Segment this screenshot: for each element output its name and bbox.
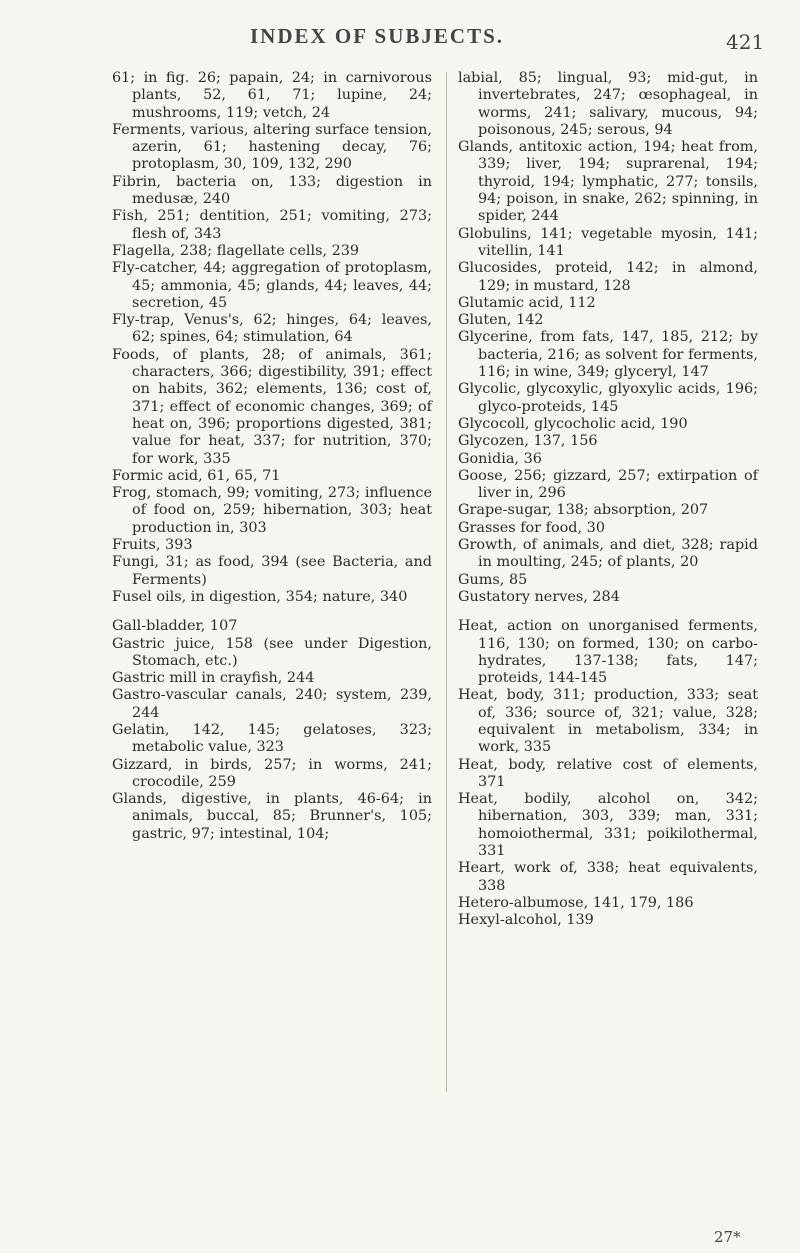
index-entry: Ferments, various, altering surface tension, azerin, 61; hastening decay, 76; protoplasm, 30, 109, 132, 290 xyxy=(112,121,432,173)
index-column-left xyxy=(112,70,432,843)
index-entry: labial, 85; lingual, 93; mid-gut, in invertebrates, 247; œsophageal, in worms, 241; salivary, mucous, 94; poisonous, 245; serous, 94 xyxy=(458,70,758,138)
index-entry: Heat, body, 311; production, 333; seat of, 336; source of, 321; value, 328; equivalent in metabolism, 334; in work, 335 xyxy=(458,687,758,756)
index-entry: Hexyl-alcohol, 139 xyxy=(458,912,594,929)
index-entry: Fruits, 393 xyxy=(112,537,193,554)
index-entry: Fungi, 31; as food, 394 (see Bacteria, and Ferments) xyxy=(112,554,432,588)
index-entry: Fibrin, bacteria on, 133; digestion in medusæ, 240 xyxy=(112,173,432,208)
index-entry: Gizzard, in birds, 257; in worms, 241; crocodile, 259 xyxy=(112,756,432,790)
index-entry: Grasses for food, 30 xyxy=(458,519,605,536)
index-entry: Heat, bodily, alcohol on, 342; hibernation, 303, 339; man, 331; homoiothermal, 331; poikilothermal, 331 xyxy=(458,791,758,860)
index-entry: Gastro-vascular canals, 240; system, 239, 244 xyxy=(112,687,432,721)
index-entry: Frog, stomach, 99; vomiting, 273; influence of food on, 259; hibernation, 303; heat production in, 303 xyxy=(112,485,432,536)
index-entry: Gustatory nerves, 284 xyxy=(458,588,620,605)
index-entry: Fly-trap, Venus's, 62; hinges, 64; leaves, 62; spines, 64; stimulation, 64 xyxy=(112,312,432,346)
index-entry: Grape-sugar, 138; absorption, 207 xyxy=(458,502,709,519)
index-entry: Glutamic acid, 112 xyxy=(458,294,596,311)
page-number: 421 xyxy=(726,30,765,54)
column-divider xyxy=(446,72,447,1092)
index-entry: Fly-catcher, 44; aggregation of protoplasm, 45; ammonia, 45; glands, 44; leaves, 44; secretion, 45 xyxy=(112,260,432,311)
index-entry: Fish, 251; dentition, 251; vomiting, 273; flesh of, 343 xyxy=(112,208,432,242)
index-entry: Glands, antitoxic action, 194; heat from, 339; liver, 194; suprarenal, 194; thyroid, 194; lymphatic, 277; tonsils, 94; poison, in snake, 262; spinning, in spider, 244 xyxy=(458,139,758,225)
index-entry: Formic acid, 61, 65, 71 xyxy=(112,467,281,484)
index-entry: Fusel oils, in digestion, 354; nature, 340 xyxy=(112,588,408,605)
index-entry: Gastric mill in crayfish, 244 xyxy=(112,670,315,687)
index-entry: Foods, of plants, 28; of animals, 361; characters, 366; digestibility, 391; effect on habits, 362; elements, 136; cost of, 371; effect of economic changes, 369; of heat on, 396; proportions digested, 381; value for heat, 337; for nutrition, 370; for work, 335 xyxy=(112,346,432,467)
index-entry: Glucosides, proteid, 142; in almond, 129; in mustard, 128 xyxy=(458,260,758,294)
index-entry: Heat, action on unorganised ferments, 116, 130; on formed, 130; on carbo-hydrates, 137-138; fats, 147; proteids, 144-145 xyxy=(458,618,758,687)
signature-mark: 27* xyxy=(714,1228,741,1246)
index-entry: Glycocoll, glycocholic acid, 190 xyxy=(458,415,688,432)
index-entry: Gall-bladder, 107 xyxy=(112,618,238,635)
index-entry: Hetero-albumose, 141, 179, 186 xyxy=(458,894,694,911)
index-entry: Goose, 256; gizzard, 257; extirpation of liver in, 296 xyxy=(458,467,758,502)
index-entry: Glycozen, 137, 156 xyxy=(458,433,598,450)
index-entry: Heart, work of, 338; heat equivalents, 338 xyxy=(458,860,758,894)
index-entry: Globulins, 141; vegetable myosin, 141; vitellin, 141 xyxy=(458,225,758,259)
index-entry: Gums, 85 xyxy=(458,571,528,588)
index-entry: Heat, body, relative cost of elements, 371 xyxy=(458,756,758,790)
index-entry: Gluten, 142 xyxy=(458,312,544,329)
index-entry: Glands, digestive, in plants, 46-64; in animals, buccal, 85; Brunner's, 105; gastric, 97; intestinal, 104; xyxy=(112,791,432,842)
index-entry: 61; in fig. 26; papain, 24; in carnivorous plants, 52, 61, 71; lupine, 24; mushrooms, 119; vetch, 24 xyxy=(112,70,432,121)
index-entry: Growth, of animals, and diet, 328; rapid in moulting, 245; of plants, 20 xyxy=(458,537,758,571)
index-entry: Gelatin, 142, 145; gelatoses, 323; metabolic value, 323 xyxy=(112,721,432,756)
running-title: INDEX OF SUBJECTS. xyxy=(250,24,505,48)
index-entry: Glycolic, glycoxylic, glyoxylic acids, 196; glyco-proteids, 145 xyxy=(458,381,758,415)
page-header xyxy=(0,14,800,54)
index-entry: Flagella, 238; flagellate cells, 239 xyxy=(112,242,360,259)
index-entry: Gastric juice, 158 (see under Digestion, Stomach, etc.) xyxy=(112,635,432,669)
index-entry: Gonidia, 36 xyxy=(458,450,542,467)
index-entry: Glycerine, from fats, 147, 185, 212; by bacteria, 216; as solvent for ferments, 116; in wine, 349; glyceryl, 147 xyxy=(458,329,758,381)
index-column-right xyxy=(458,70,758,930)
